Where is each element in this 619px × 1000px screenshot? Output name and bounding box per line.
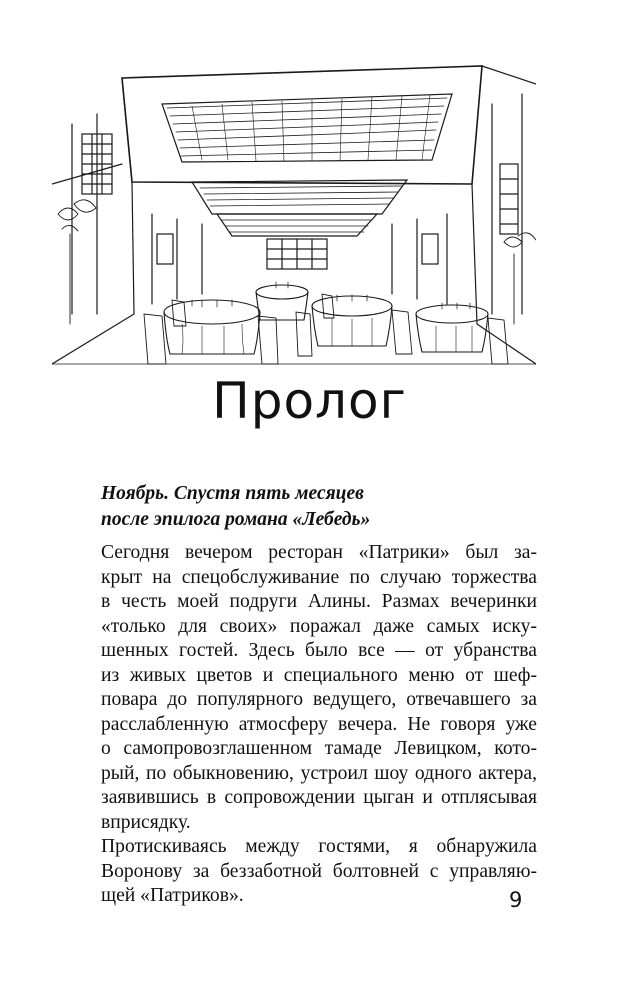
text-line: «только для своих» поражал даже самых иску-	[101, 615, 537, 637]
text-line: щей «Патриков».	[101, 885, 244, 906]
page-number: 9	[509, 888, 523, 912]
text-line: шенных гостей. Здесь было все — от убранства	[101, 640, 537, 661]
text-line: повара до популярного ведущего, отвечавшего за	[101, 689, 537, 710]
text-line: заявившись в сопровождении цыган и отплясывая	[101, 787, 537, 808]
text-line: расслабленную атмосферу вечера. Не говоря уже	[101, 713, 537, 735]
body-text	[101, 541, 537, 909]
text-line: о самопровозглашенном тамаде Левицком, кото-	[101, 738, 537, 759]
text-line: рый, по обыкновению, устроил шоу одного актера,	[101, 762, 537, 784]
paragraph-2	[101, 835, 537, 909]
text-line: из живых цветов и специального меню от шеф-	[101, 664, 537, 686]
text-line: Воронову за беззаботной болтовней с управляю-	[101, 860, 537, 882]
chapter-title: Пролог	[212, 372, 407, 430]
epigraph-line: Ноябрь. Спустя пять месяцев	[101, 483, 364, 504]
banquet-hall-illustration	[52, 64, 536, 376]
epigraph-line: после эпилога романа «Лебедь»	[101, 509, 371, 530]
text-line: крыт на спецобслуживание по случаю торжества	[101, 566, 537, 588]
text-line: Сегодня вечером ресторан «Патрики» был за-	[101, 542, 537, 563]
text-line: в честь моей подруги Алины. Размах вечеринки	[101, 591, 537, 612]
text-line: Протискиваясь между гостями, я обнаружила	[101, 836, 537, 857]
epigraph	[101, 481, 541, 533]
paragraph-1	[101, 541, 537, 835]
text-line: вприсядку.	[101, 811, 191, 833]
